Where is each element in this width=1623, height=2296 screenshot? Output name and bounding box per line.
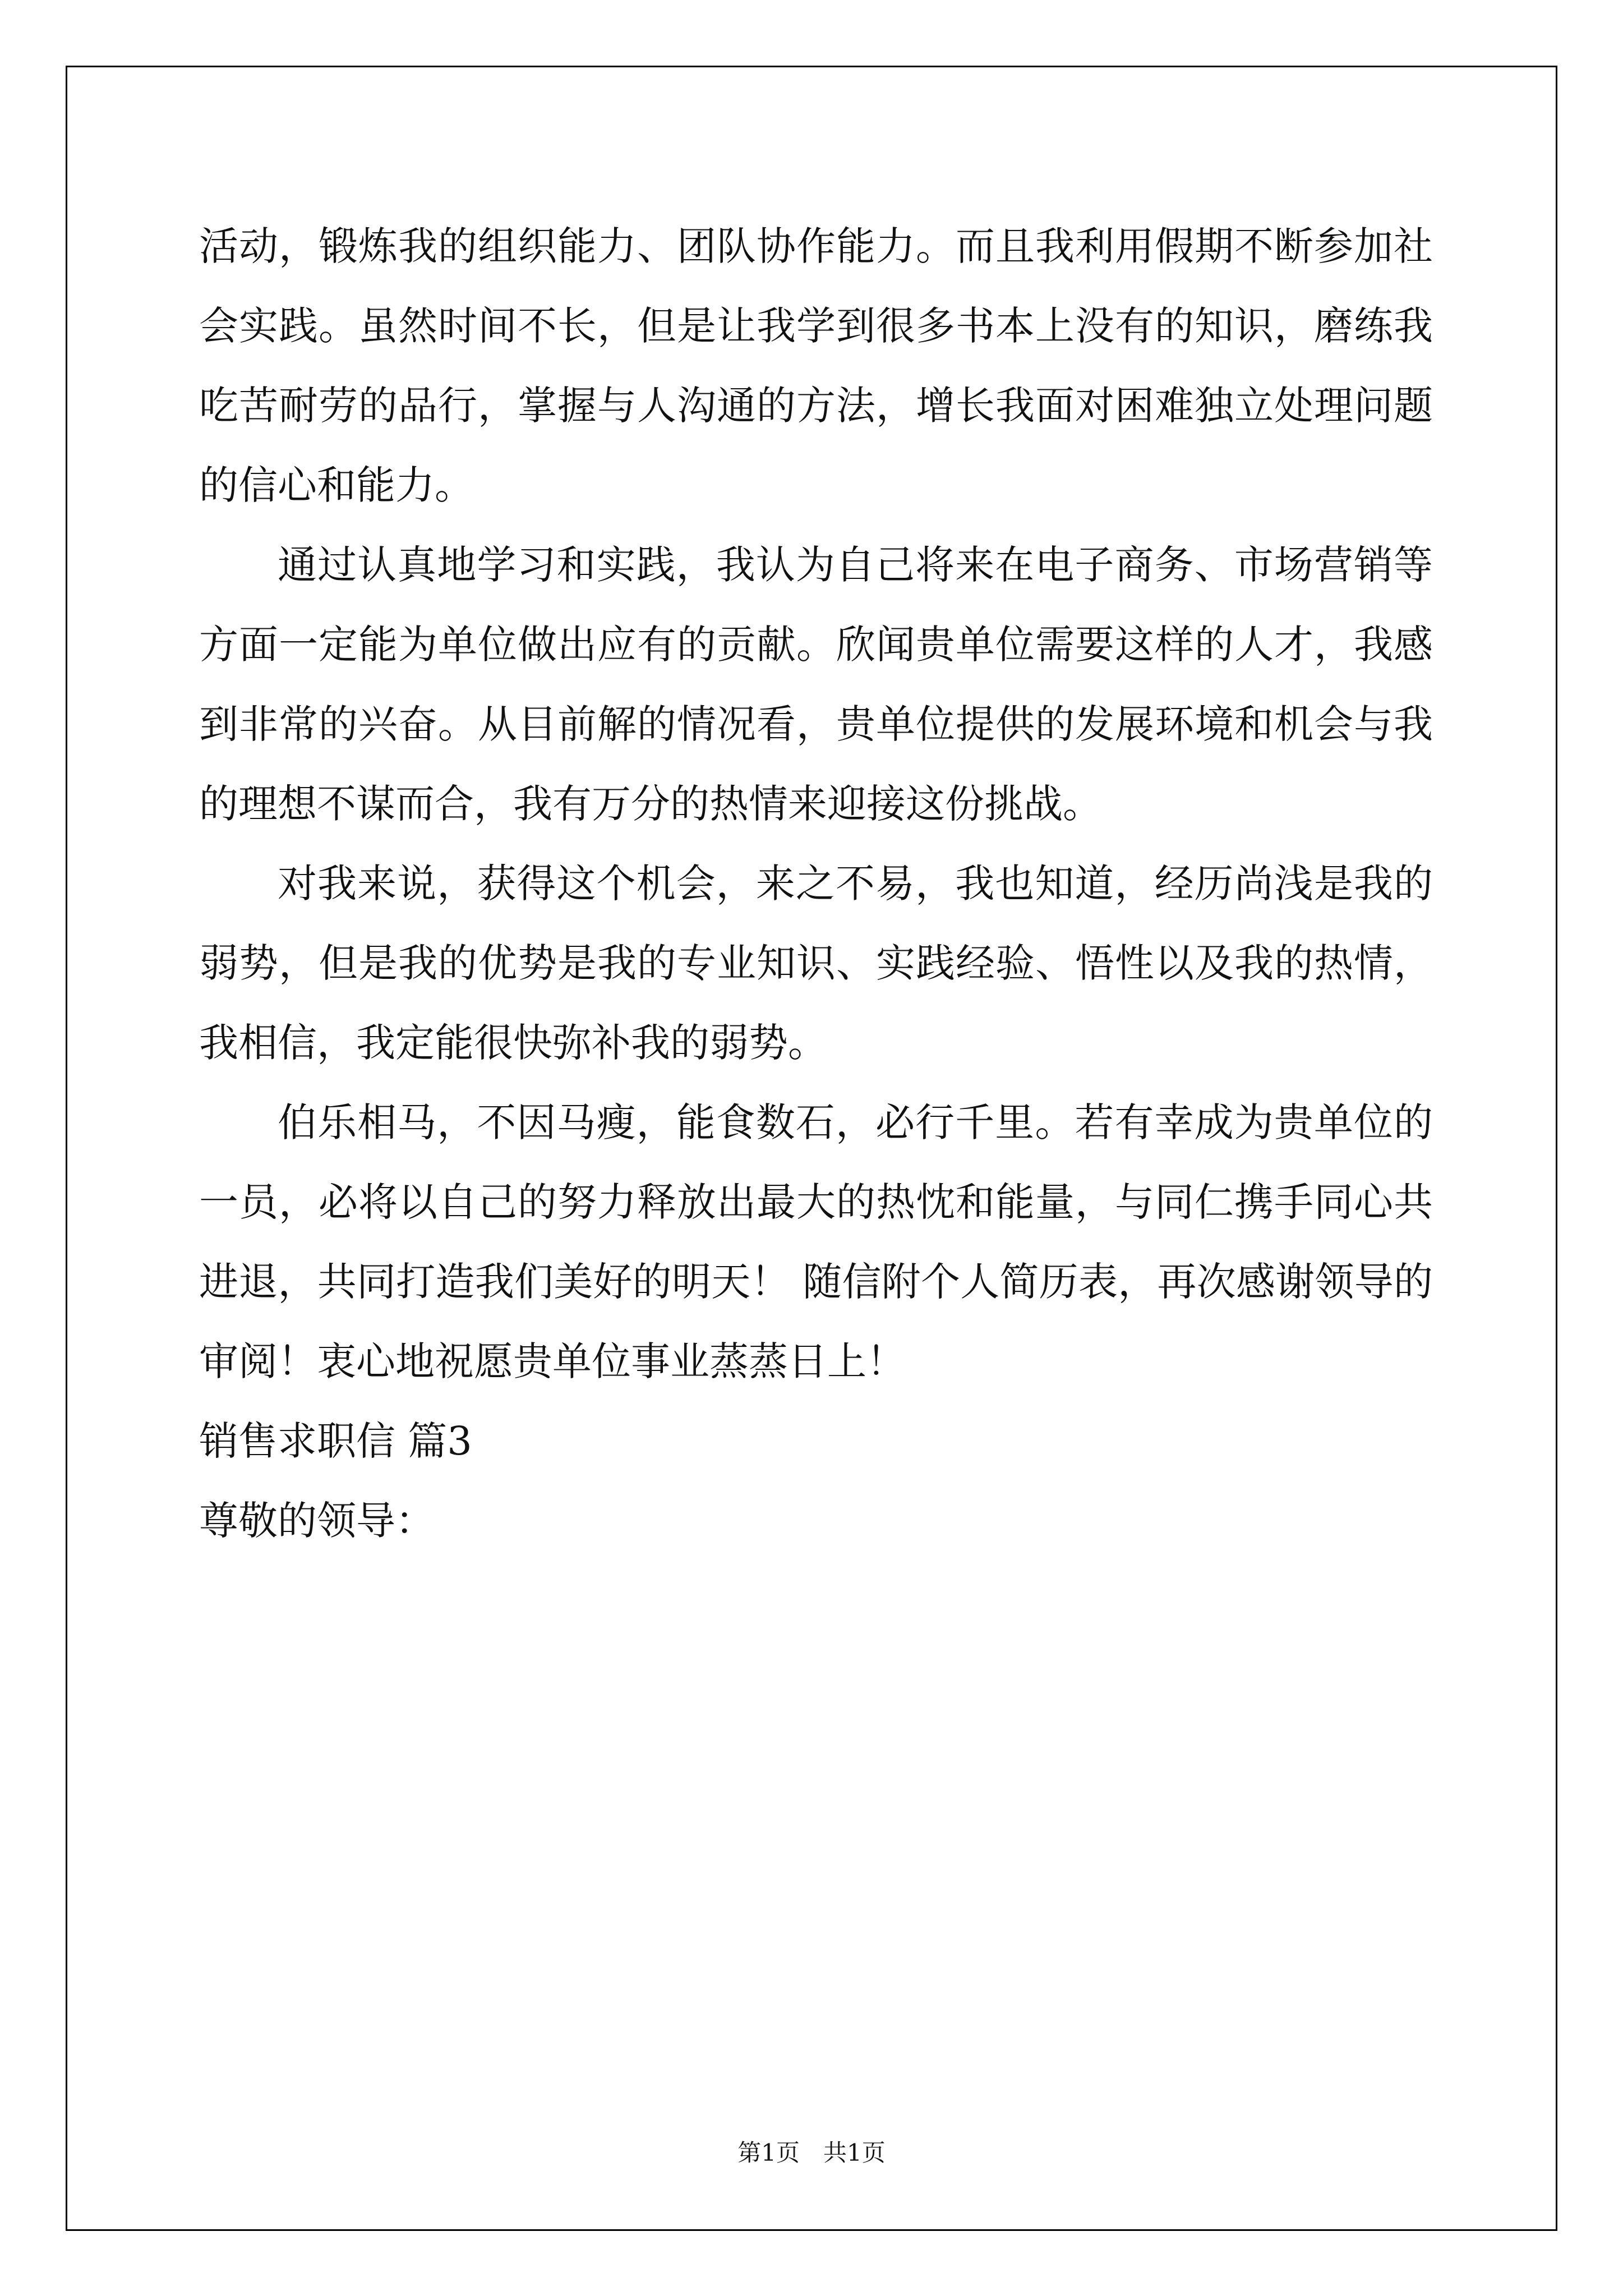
paragraph-4: 伯乐相马，不因马瘦，能食数石，必行千里。若有幸成为贵单位的一员，必将以自己的努力释放出最大的热忱和能量，与同仁携手同心共进退，共同打造我们美好的明天！ 随信附个人简历表，再次感谢领导的审阅！衷心地祝愿贵单位事业蒸蒸日上！ <box>199 1099 1433 1384</box>
paragraph-2: 通过认真地学习和实践，我认为自己将来在电子商务、市场营销等方面一定能为单位做出应有的贡献。欣闻贵单位需要这样的人才，我感到非常的兴奋。从目前解的情况看，贵单位提供的发展环境和机会与我的理想不谋而合，我有万分的热情来迎接这份挑战。 <box>199 542 1433 827</box>
document-body <box>199 206 1433 1561</box>
section-heading: 销售求职信 篇3 <box>199 1418 472 1464</box>
page-number-footer: 第1页 共1页 <box>737 2139 886 2166</box>
paragraph-3: 对我来说，获得这个机会，来之不易，我也知道，经历尚浅是我的弱势，但是我的优势是我的专业知识、实践经验、悟性以及我的热情，我相信，我定能很快弥补我的弱势。 <box>199 861 1433 1066</box>
paragraph-1: 活动，锻炼我的组织能力、团队协作能力。而且我利用假期不断参加社会实践。虽然时间不长，但是让我学到很多书本上没有的知识，磨练我吃苦耐劳的品行，掌握与人沟通的方法，增长我面对困难独立处理问题的信心和能力。 <box>199 223 1433 508</box>
salutation: 尊敬的领导： <box>199 1498 435 1544</box>
